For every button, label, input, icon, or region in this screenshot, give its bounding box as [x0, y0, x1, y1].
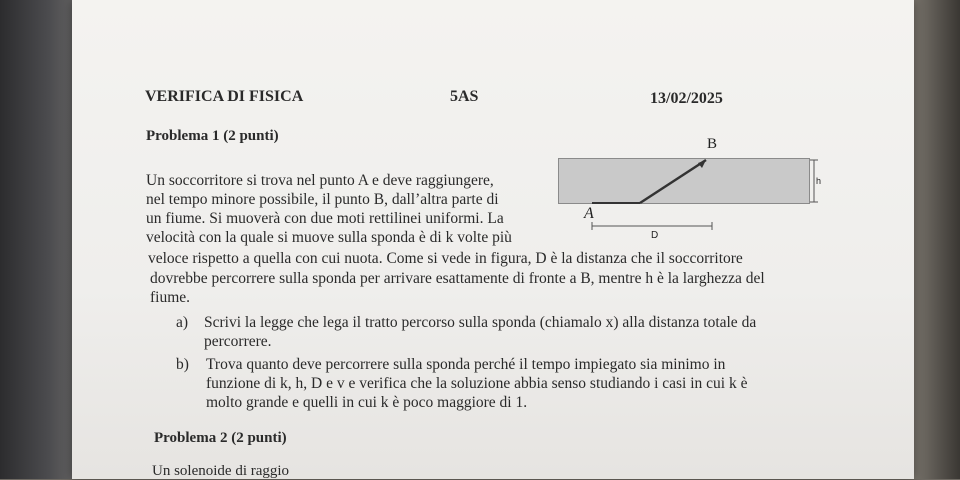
item-b-line: funzione di k, h, D e v e verifica che la soluzione abbia senso studiando i casi in cui k è [206, 375, 748, 392]
problem1-line: nel tempo minore possibile, il punto B, dall’altra parte di [146, 191, 499, 208]
problem1-title: Problema 1 (2 punti) [146, 128, 279, 144]
item-a-line: percorrere. [204, 333, 272, 350]
point-b-label: B [707, 136, 718, 152]
problem1-line: un fiume. Si muoverà con due moti rettilinei uniformi. La [146, 210, 504, 227]
problem2-title: Problema 2 (2 punti) [154, 430, 287, 446]
problem1-line: velocità con la quale si muove sulla sponda è di k volte più [146, 229, 512, 246]
width-h-label: h [816, 176, 822, 186]
item-a-marker: a) [176, 314, 189, 331]
problem1-line: fiume. [150, 289, 191, 306]
item-b-line: molto grande e quelli in cui k è poco maggiore di 1. [206, 394, 528, 411]
exam-date: 13/02/2025 [650, 90, 723, 107]
point-a-label: A [584, 205, 594, 222]
item-b-line: Trova quanto deve percorrere sulla sponda perché il tempo impiegato sia minimo in [206, 356, 726, 373]
exam-subject: VERIFICA DI FISICA [145, 88, 304, 105]
swim-path-line [640, 160, 706, 203]
item-a-line: Scrivi la legge che lega il tratto percorso sulla sponda (chiamalo x) alla distanza totale da [204, 314, 757, 331]
problem2-partial-line: Un solenoide di raggio [152, 463, 290, 479]
distance-d-label: D [651, 230, 659, 241]
exam-class: 5AS [450, 88, 479, 105]
problem1-line: Un soccorritore si trova nel punto A e deve raggiungere, [146, 172, 494, 189]
problem1-line: veloce rispetto a quella con cui nuota. Come si vede in figura, D è la distanza che il soccorritore [148, 250, 743, 267]
exam-sheet [72, 0, 914, 479]
river-figure [72, 0, 914, 479]
item-b-marker: b) [176, 356, 189, 373]
problem1-line: dovrebbe percorrere sulla sponda per arrivare esattamente di fronte a B, mentre h è la larghezza del [150, 270, 765, 287]
